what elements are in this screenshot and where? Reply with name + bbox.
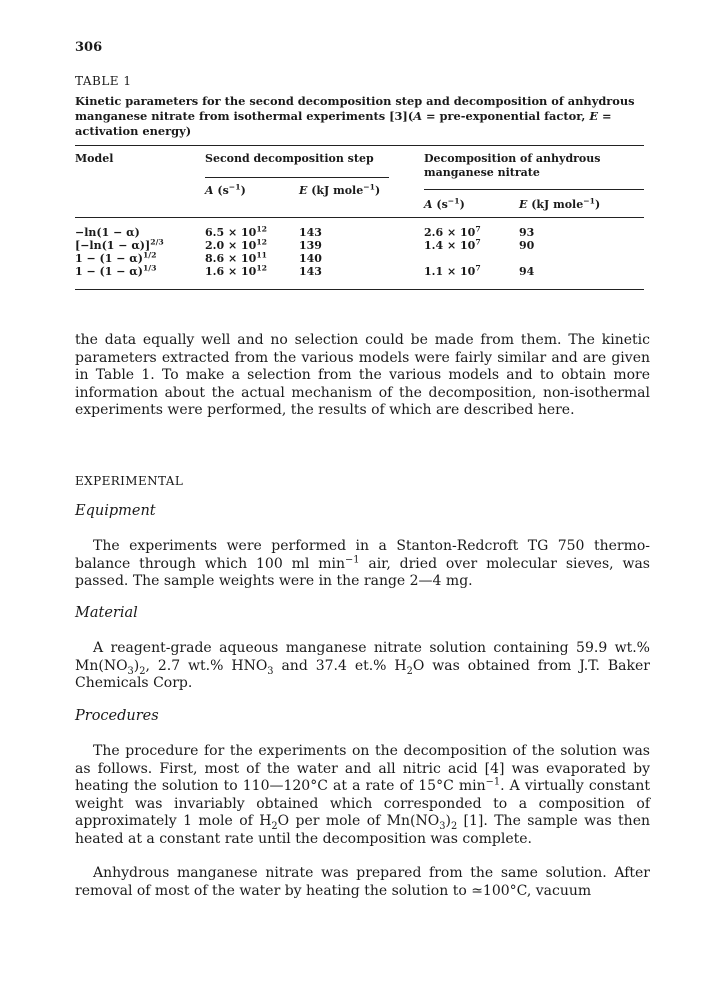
cell-e-second-step: 140 — [299, 252, 322, 265]
header-a-unit-close: ) — [240, 184, 246, 197]
header-e-unit: (kJ mole — [527, 198, 584, 211]
header-a-col1 — [205, 184, 246, 198]
header-e-col2 — [519, 198, 600, 212]
header-anhydrous-line1: Decomposition of anhydrous — [424, 152, 601, 165]
header-a-col2 — [424, 198, 465, 212]
header-a-unit: (s — [432, 198, 448, 211]
cell-a-anhydrous: $2.6 \times 10^7$ — [424, 224, 481, 239]
subheading-material: Material — [75, 605, 138, 621]
cell-a-second-step: $6.5 \times 10^{12}$ — [205, 224, 268, 239]
cell-model: $[-\ln(1 - \alpha)]^{2/3}$ — [75, 237, 164, 252]
table-caption — [75, 94, 650, 139]
section-heading-experimental: EXPERIMENTAL — [75, 474, 184, 488]
header-a-unit-close: ) — [459, 198, 465, 211]
header-e-symbol: E — [519, 198, 528, 211]
group2-rule — [424, 189, 644, 190]
header-e-unit-exp: −1 — [583, 196, 596, 206]
procedures-paragraph-1: The procedure for the experiments on the decomposition of the solution was as follows. First, most of the water and all nitric acid [4] was evaporated by heating the solution to 110—120°C at a rate of 15°C $\min^{-1}$. A virtually constant weight was invariably obtained which corresponded to a composition of approximately 1 mole of $H_2O$ per mole of $Mn(NO_3)_2$ [1]. The sample was then heated at a constant rate until the decomposition was complete. — [75, 743, 650, 847]
caption-text-1: Kinetic parameters for the second decomposition step and decomposition of anhydrous manganese nitrate from isothermal experiments [3]( — [75, 94, 635, 123]
intro-paragraph: the data equally well and no selection could be made from them. The kinetic parameters extracted from the various models were fairly similar and are given in Table 1. To make a selection from the various models and to obtain more information about the actual mechanism of the decomposition, non-isothermal experiments were performed, the results of which are described here. — [75, 332, 650, 418]
table-label: TABLE 1 — [75, 74, 132, 88]
material-paragraph: A reagent-grade aqueous manganese nitrate solution containing 59.9 wt.% $Mn(NO_3)_2$, 2.7 wt.% $HNO_3$ and 37.4 et.% $H_2O$ was obtained from J.T. Baker Chemicals Corp. — [75, 640, 650, 691]
header-e-symbol: E — [299, 184, 308, 197]
cell-a-anhydrous: $1.4 \times 10^7$ — [424, 237, 481, 252]
cell-a-second-step: $8.6 \times 10^{11}$ — [205, 250, 268, 265]
header-second-step: Second decomposition step — [205, 152, 374, 165]
header-a-symbol: A — [205, 184, 214, 197]
header-a-unit: (s — [213, 184, 229, 197]
procedures-paragraph-2: Anhydrous manganese nitrate was prepared from the same solution. After removal of most of the water by heating the solution to ≃100°C, vacuum — [75, 865, 650, 899]
cell-model: −ln(1 − α) — [75, 226, 140, 239]
header-a-unit-exp: −1 — [228, 182, 241, 192]
cell-model: $1 - (1 - \alpha)^{1/3}$ — [75, 263, 157, 278]
cell-model: $1 - (1 - \alpha)^{1/2}$ — [75, 250, 157, 265]
header-e-unit: (kJ mole — [307, 184, 364, 197]
caption-symbol-a: A — [413, 109, 423, 123]
header-a-unit-exp: −1 — [447, 196, 460, 206]
header-e-unit-exp: −1 — [363, 182, 376, 192]
header-e-unit-close: ) — [375, 184, 381, 197]
cell-a-second-step: $2.0 \times 10^{12}$ — [205, 237, 268, 252]
subheading-procedures: Procedures — [75, 708, 159, 724]
cell-e-second-step: 143 — [299, 226, 322, 239]
header-model: Model — [75, 152, 114, 165]
header-bottom-rule — [75, 217, 644, 218]
header-anhydrous-line2: manganese nitrate — [424, 166, 540, 179]
cell-a-second-step: $1.6 \times 10^{12}$ — [205, 263, 268, 278]
equipment-paragraph: The experiments were performed in a Stanton-Redcroft TG 750 thermo-balance through which 100 ml $\min^{-1}$ air, dried over molecular sieves, was passed. The sample weights were in the range 2—4 mg. — [75, 538, 650, 589]
header-a-symbol: A — [424, 198, 433, 211]
subheading-equipment: Equipment — [75, 503, 156, 519]
header-e-col1 — [299, 184, 380, 198]
header-e-unit-close: ) — [595, 198, 601, 211]
caption-text-2: = pre-exponential factor, — [422, 109, 590, 123]
caption-symbol-e: E — [589, 109, 599, 123]
caption-text-3: = activation energy) — [75, 109, 612, 138]
page-number: 306 — [75, 40, 103, 55]
cell-e-second-step: 139 — [299, 239, 322, 252]
table-top-rule — [75, 145, 644, 146]
table-bottom-rule — [75, 289, 644, 290]
group1-rule — [205, 177, 389, 178]
cell-a-anhydrous: $1.1 \times 10^7$ — [424, 263, 481, 278]
cell-e-anhydrous: 94 — [519, 265, 535, 278]
cell-e-anhydrous: 93 — [519, 226, 535, 239]
cell-e-anhydrous: 90 — [519, 239, 535, 252]
cell-e-second-step: 143 — [299, 265, 322, 278]
